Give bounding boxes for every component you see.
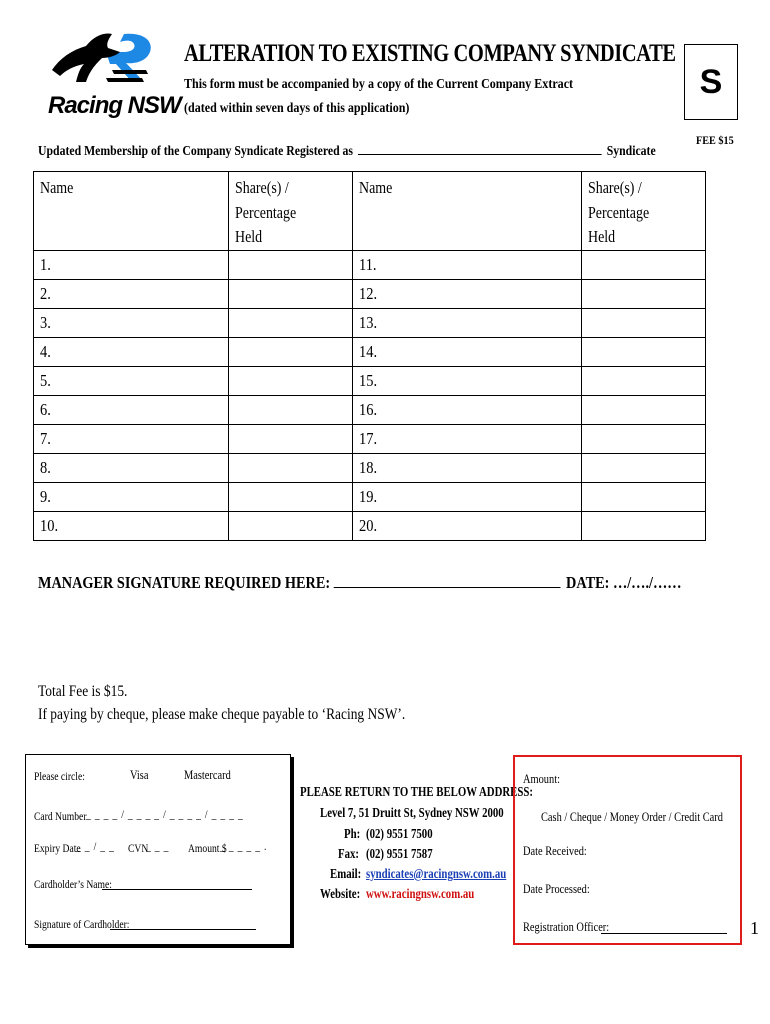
row-number: 18. <box>358 457 377 477</box>
member-share-cell[interactable] <box>228 366 352 395</box>
cardholder-name-field[interactable] <box>102 889 252 890</box>
cvn-label: CVN <box>128 841 149 855</box>
fax-label: Fax: <box>338 846 359 861</box>
row-number: 9. <box>40 486 51 506</box>
members-table <box>33 171 706 541</box>
member-share-cell[interactable] <box>228 453 352 482</box>
table-row <box>34 482 706 511</box>
member-name-cell[interactable] <box>34 482 229 511</box>
row-number: 17. <box>358 428 377 448</box>
member-share-cell[interactable] <box>581 424 705 453</box>
cardholder-name-label: Cardholder’s Name: <box>34 877 112 891</box>
member-name-cell[interactable] <box>34 279 229 308</box>
return-address-street: Level 7, 51 Druitt St, Sydney NSW 2000 <box>320 805 504 820</box>
member-share-cell[interactable] <box>581 250 705 279</box>
table-row <box>34 366 706 395</box>
member-name-cell[interactable] <box>352 250 581 279</box>
form-code-badge: S <box>684 44 738 120</box>
signature-date[interactable]: DATE: …/…./…… <box>566 573 682 592</box>
table-row <box>34 453 706 482</box>
member-share-cell[interactable] <box>228 279 352 308</box>
row-number: 11. <box>358 254 377 274</box>
member-name-cell[interactable] <box>352 366 581 395</box>
member-name-cell[interactable] <box>352 337 581 366</box>
header-shares-left: Share(s) / Percentage Held <box>228 172 352 251</box>
header-name-right: Name <box>352 172 581 251</box>
member-name-cell[interactable] <box>34 395 229 424</box>
member-share-cell[interactable] <box>228 511 352 540</box>
member-name-cell[interactable] <box>352 395 581 424</box>
row-number: 1. <box>40 254 51 274</box>
amount-field[interactable]: _ _ _ _ _ . <box>220 839 268 853</box>
page-number: 1 <box>750 918 759 938</box>
header-shares-right: Share(s) / Percentage Held <box>581 172 705 251</box>
row-number: 12. <box>358 283 377 303</box>
payment-methods[interactable]: Cash / Cheque / Money Order / Credit Card <box>541 809 723 824</box>
manager-signature-field[interactable] <box>333 573 560 588</box>
cardholder-signature-field[interactable] <box>110 929 256 930</box>
logo-wordmark: Racing NSW <box>48 92 181 119</box>
table-row <box>34 395 706 424</box>
expiry-field[interactable]: _ _ / _ _ <box>76 839 115 853</box>
manager-signature-label: MANAGER SIGNATURE REQUIRED HERE: <box>38 573 331 592</box>
amount-label: Amount $ <box>188 841 227 855</box>
horse-head-logo-icon <box>46 30 162 96</box>
card-payment-box <box>25 754 291 945</box>
table-row <box>34 424 706 453</box>
member-share-cell[interactable] <box>581 395 705 424</box>
row-number: 2. <box>40 283 51 303</box>
manager-signature-line <box>38 573 560 593</box>
member-share-cell[interactable] <box>228 308 352 337</box>
expiry-label: Expiry Date <box>34 841 81 855</box>
visa-option[interactable]: Visa <box>130 767 149 782</box>
row-number: 7. <box>40 428 51 448</box>
members-table-header <box>34 172 706 251</box>
member-share-cell[interactable] <box>581 366 705 395</box>
member-name-cell[interactable] <box>34 337 229 366</box>
fee-label: FEE $15 <box>696 133 734 147</box>
card-number-label: Card Number <box>34 809 87 823</box>
please-circle-label: Please circle: <box>34 769 85 783</box>
registration-officer-field[interactable] <box>601 933 727 934</box>
member-share-cell[interactable] <box>228 424 352 453</box>
email-label: Email: <box>330 866 362 881</box>
member-name-cell[interactable] <box>352 453 581 482</box>
fax-value: (02) 9551 7587 <box>366 846 433 861</box>
cardholder-signature-label: Signature of Cardholder: <box>34 917 130 931</box>
member-share-cell[interactable] <box>228 250 352 279</box>
member-name-cell[interactable] <box>34 511 229 540</box>
row-number: 20. <box>358 515 377 535</box>
member-name-cell[interactable] <box>34 250 229 279</box>
member-share-cell[interactable] <box>228 395 352 424</box>
table-row <box>34 511 706 540</box>
card-number-field[interactable]: _ _ _ _ / _ _ _ _ / _ _ _ _ / _ _ _ _ <box>86 807 244 821</box>
member-name-cell[interactable] <box>352 279 581 308</box>
member-share-cell[interactable] <box>228 482 352 511</box>
website-label: Website: <box>320 886 361 901</box>
registration-line <box>38 142 656 160</box>
registration-label: Updated Membership of the Company Syndicate Registered as <box>38 144 354 159</box>
date-processed-label: Date Processed: <box>523 881 590 896</box>
row-number: 8. <box>40 457 51 477</box>
cheque-note: If paying by cheque, please make cheque payable to ‘Racing NSW’. <box>38 706 406 723</box>
member-name-cell[interactable] <box>34 453 229 482</box>
cvn-field[interactable]: _ _ _ <box>146 839 170 853</box>
row-number: 16. <box>358 399 377 419</box>
member-name-cell[interactable] <box>34 308 229 337</box>
office-use-box <box>513 755 742 945</box>
row-number: 5. <box>40 370 51 390</box>
member-share-cell[interactable] <box>581 453 705 482</box>
mastercard-option[interactable]: Mastercard <box>184 767 231 782</box>
member-name-cell[interactable] <box>34 424 229 453</box>
registration-suffix: Syndicate <box>606 144 656 159</box>
row-number: 19. <box>358 486 377 506</box>
email-link[interactable]: syndicates@racingnsw.com.au <box>366 866 507 881</box>
table-row <box>34 337 706 366</box>
member-name-cell[interactable] <box>352 482 581 511</box>
row-number: 15. <box>358 370 377 390</box>
row-number: 3. <box>40 312 51 332</box>
form-title: ALTERATION TO EXISTING COMPANY SYNDICATE <box>184 40 676 67</box>
member-share-cell[interactable] <box>581 308 705 337</box>
total-fee-note: Total Fee is $15. <box>38 683 128 700</box>
date-received-label: Date Received: <box>523 843 587 858</box>
member-share-cell[interactable] <box>228 337 352 366</box>
row-number: 14. <box>358 341 377 361</box>
member-name-cell[interactable] <box>352 424 581 453</box>
member-share-cell[interactable] <box>581 511 705 540</box>
office-amount-label: Amount: <box>523 771 560 786</box>
row-number: 10. <box>40 515 59 535</box>
member-share-cell[interactable] <box>581 482 705 511</box>
return-address-heading: PLEASE RETURN TO THE BELOW ADDRESS: <box>300 784 533 799</box>
member-share-cell[interactable] <box>581 337 705 366</box>
row-number: 4. <box>40 341 51 361</box>
table-row <box>34 308 706 337</box>
phone-label: Ph: <box>344 826 361 841</box>
phone-value: (02) 9551 7500 <box>366 826 433 841</box>
form-subtitle-line-2: (dated within seven days of this application) <box>184 101 410 116</box>
member-share-cell[interactable] <box>581 279 705 308</box>
form-subtitle-line-1: This form must be accompanied by a copy of the Current Company Extract <box>184 77 574 92</box>
racing-nsw-logo <box>46 30 181 130</box>
member-name-cell[interactable] <box>34 366 229 395</box>
syndicate-name-field[interactable] <box>358 142 602 155</box>
member-name-cell[interactable] <box>352 308 581 337</box>
row-number: 13. <box>358 312 377 332</box>
table-row <box>34 279 706 308</box>
registration-officer-label: Registration Officer: <box>523 919 610 934</box>
member-name-cell[interactable] <box>352 511 581 540</box>
table-row <box>34 250 706 279</box>
website-link[interactable]: www.racingnsw.com.au <box>366 886 475 901</box>
row-number: 6. <box>40 399 51 419</box>
header-name-left: Name <box>34 172 229 251</box>
